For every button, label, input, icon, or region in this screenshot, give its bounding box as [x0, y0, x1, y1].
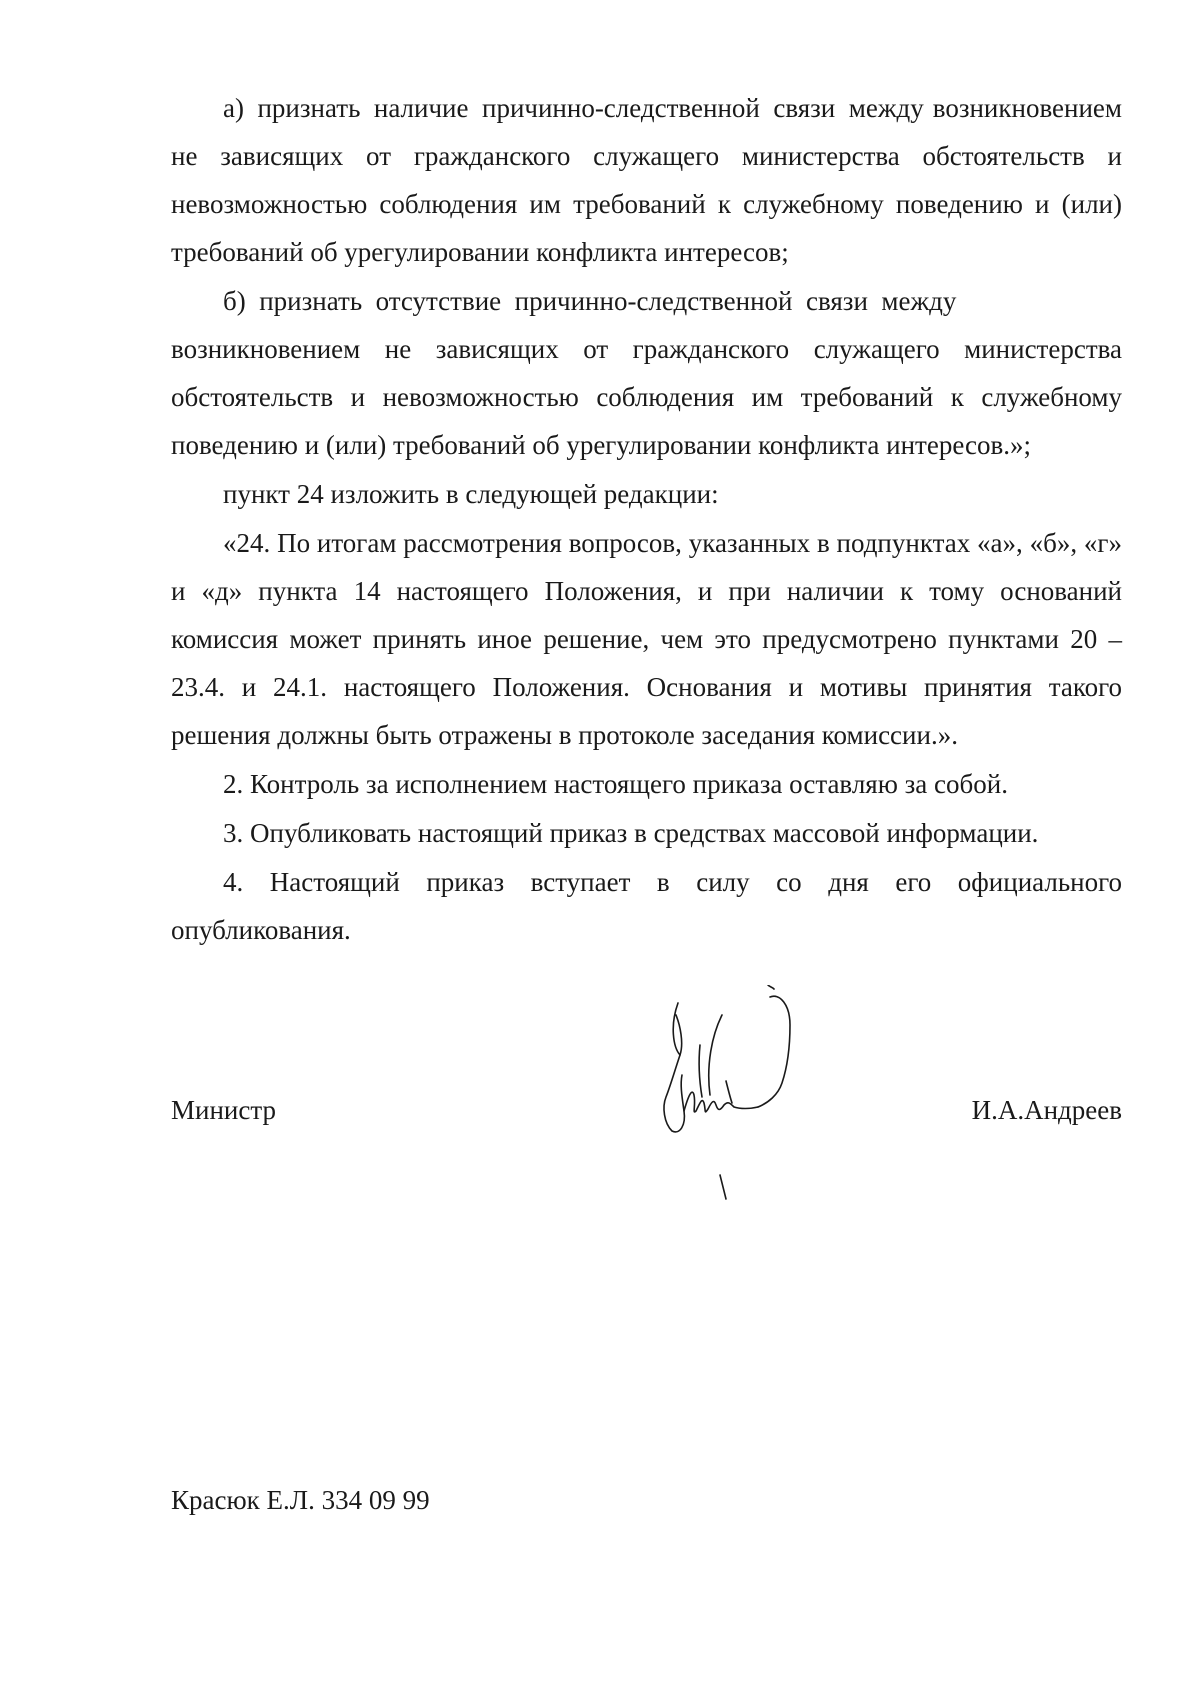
executor-contact: Красюк Е.Л. 334 09 99	[171, 1485, 430, 1515]
paragraph-item-4: 4. Настоящий приказ вступает в силу со дня его официального опубликования.	[171, 867, 1122, 945]
paragraph-point-24-intro: пункт 24 изложить в следующей редакции:	[223, 479, 719, 509]
paragraph-item-a: а) признать наличие причинно-следственной связи между возникновением не зависящих от гражданского служащего министерства обстоятельств и невозможностью соблюдения им требований к служебному поведению и (или) требований об урегулировании конфликта интересов;	[171, 93, 1122, 267]
paragraph-item-2: 2. Контроль за исполнением настоящего приказа оставляю за собой.	[223, 769, 1008, 799]
signer-name: И.А.Андреев	[971, 1095, 1122, 1125]
paragraph-point-24-text: «24. По итогам рассмотрения вопросов, указанных в подпунктах «а», «б», «г» и «д» пункта 14 настоящего Положения, и при наличии к тому оснований комиссия может принять иное решение, чем это предусмотрено пунктами 20 – 23.4. и 24.1. настоящего Положения. Основания и мотивы принятия такого решения должны быть отражены в протоколе заседания комиссии.».	[171, 528, 1122, 750]
signer-position: Министр	[171, 1095, 276, 1125]
handwritten-signature	[640, 985, 840, 1210]
paragraph-item-3: 3. Опубликовать настоящий приказ в средствах массовой информации.	[223, 818, 1039, 848]
paragraph-item-b: б) признать отсутствие причинно-следственной связи между возникновением не зависящих от гражданского служащего министерства обстоятельств и невозможностью соблюдения им требований к служебному поведению и (или) требований об урегулировании конфликта интересов.»;	[171, 286, 1122, 460]
document-body	[171, 84, 1122, 954]
